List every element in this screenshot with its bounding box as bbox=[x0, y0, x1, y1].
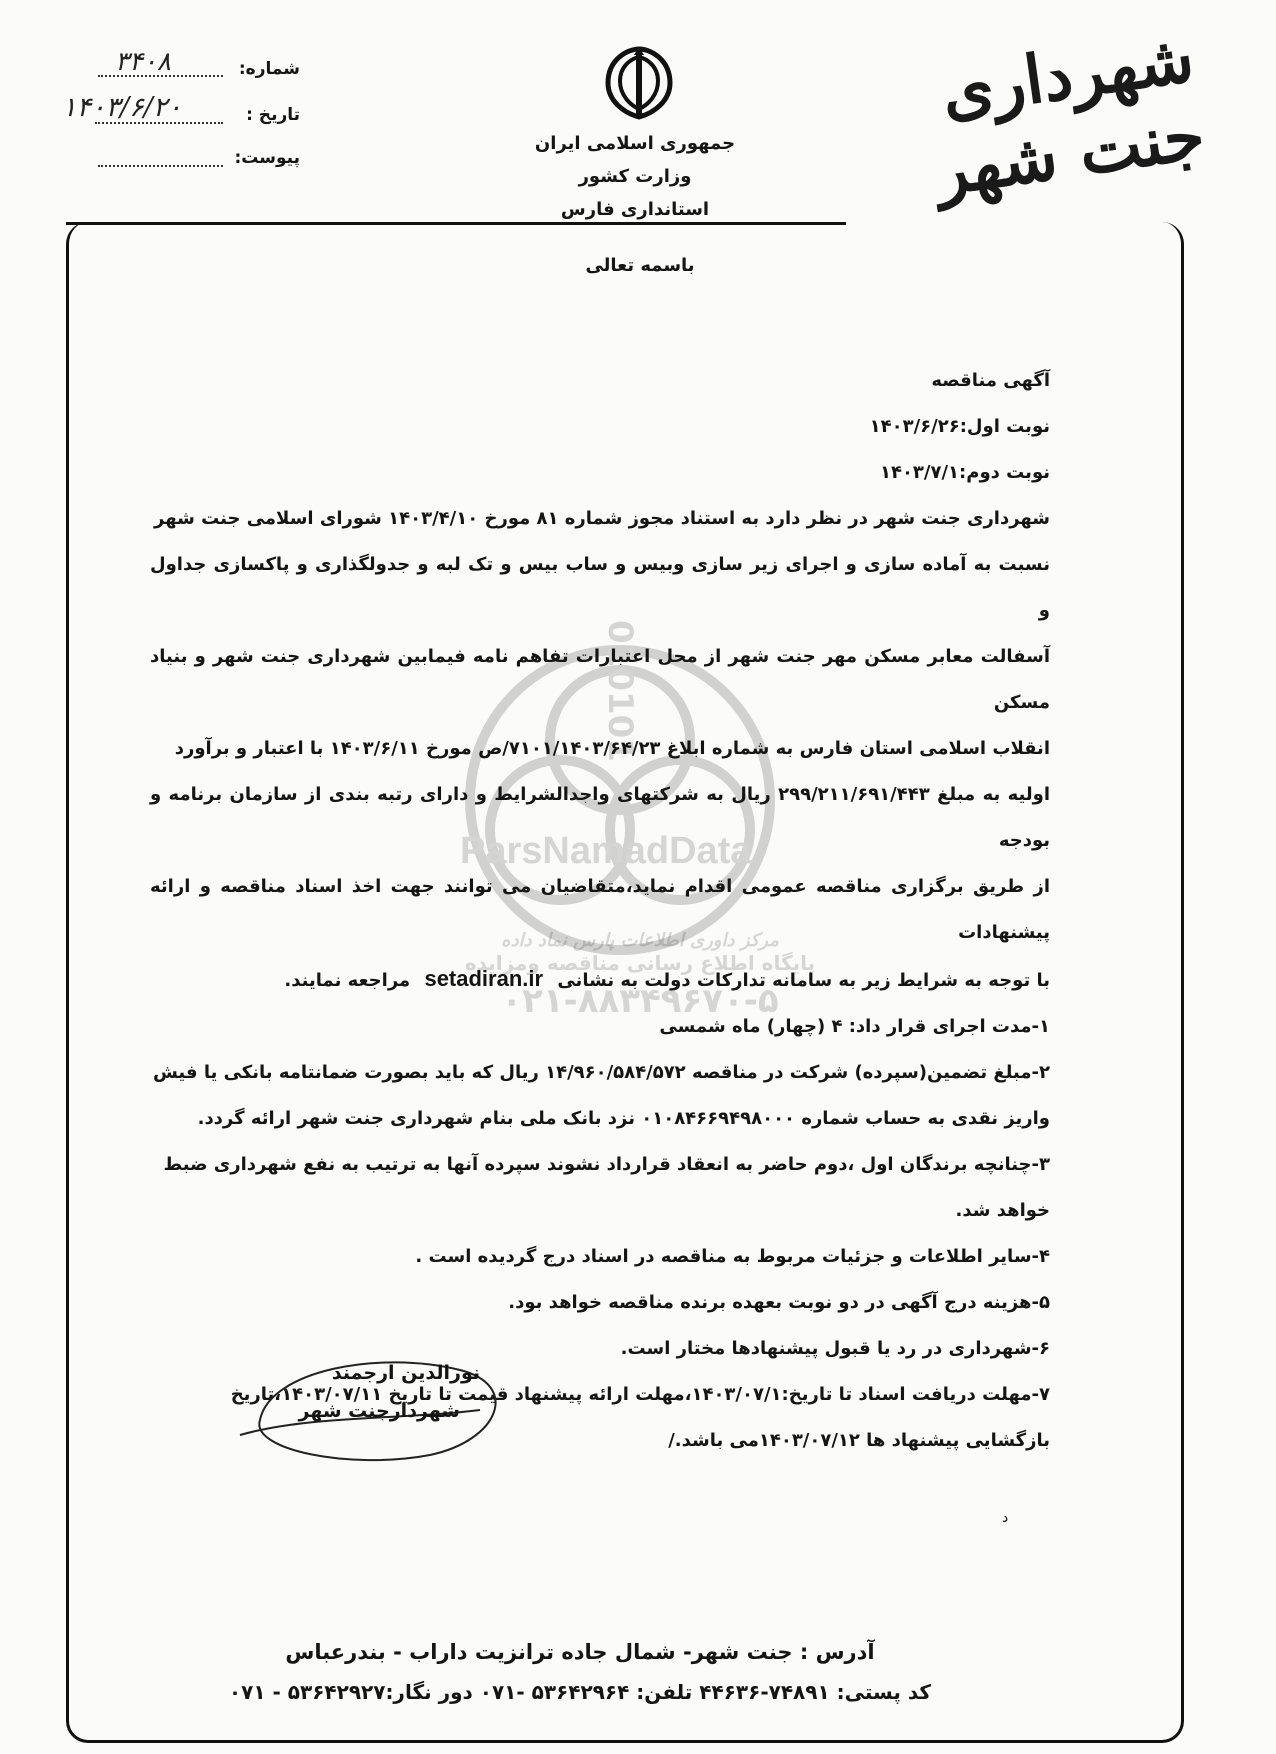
watermark-brand: ParsNamadData bbox=[460, 830, 752, 872]
watermark-phone: ۰۲۱-۸۸۳۴۹۶۷۰-۵ bbox=[501, 981, 779, 1021]
para-line-1: شهرداری جنت شهر در نظر دارد به استناد مجوز شماره ۸۱ مورخ ۱۴۰۳/۴/۱۰ شورای اسلامی جنت شهر bbox=[154, 508, 1050, 529]
frame-top-rule bbox=[66, 222, 846, 225]
item-5: ۵-هزینه درج آگهی در دو نوبت بعهده برنده مناقصه خواهد بود. bbox=[508, 1292, 1050, 1313]
signature-block bbox=[230, 1350, 520, 1470]
para-line-3: آسفالت معابر مسکن مهر جنت شهر از محل اعتبارات تفاهم نامه فیمابین شهرداری جنت شهر و بنیاد مسکن bbox=[150, 646, 1050, 713]
watermark-lines bbox=[440, 930, 840, 1021]
signer-title: شهردارجنت شهر bbox=[298, 1400, 460, 1422]
municipality-logo-text: شهرداری جنت شهر bbox=[930, 18, 1210, 211]
ministry-header bbox=[505, 127, 765, 226]
header-fields bbox=[60, 47, 300, 185]
notice-body bbox=[150, 358, 1050, 1464]
item-1: ۱-مدت اجرای قرار داد: ۴ (چهار) ماه شمسی bbox=[659, 1016, 1050, 1037]
municipality-logo bbox=[880, 18, 1240, 240]
para-line-4: انقلاب اسلامی استان فارس به شماره ابلاغ ۷۱۰۱/۱۴۰۳/۶۴/۲۳/ص مورخ ۱۴۰۳/۶/۱۱ با اعتبار و برآورد bbox=[174, 738, 1050, 759]
para-line-2: نسبت به آماده سازی و اجرای زیر سازی وبیس و ساب بیس و تک لبه و جدولگذاری و پاکسازی جداول و bbox=[150, 554, 1050, 621]
watermark-digits: 010101 bbox=[600, 620, 640, 762]
date-label: تاریخ : bbox=[246, 105, 300, 125]
second-round: نوبت دوم:۱۴۰۳/۷/۱ bbox=[879, 462, 1050, 483]
item-3-line-2: خواهد شد. bbox=[955, 1200, 1050, 1221]
watermark-line-2: پایگاه اطلاع رسانی مناقصه ومزایده bbox=[464, 951, 816, 975]
number-value: ۳۴۰۸ bbox=[115, 47, 171, 77]
iran-emblem-icon bbox=[598, 45, 680, 121]
setadiran-link[interactable]: setadiran.ir bbox=[424, 966, 544, 991]
para-line-7-a: با توجه به شرایط زیر به سامانه تدارکات دولت به نشانی bbox=[557, 970, 1050, 991]
signer-name: نورالدین ارجمند bbox=[331, 1362, 480, 1384]
bismillah: باسمه تعالی bbox=[585, 255, 695, 276]
footer-contact: کد پستی: ۷۴۸۹۱-۴۴۶۳۶ تلفن: ۵۳۶۴۲۹۶۴ -۰۷۱ دور نگار:۵۳۶۴۲۹۲۷ - ۰۷۱ bbox=[228, 1680, 932, 1704]
item-4: ۴-سایر اطلاعات و جزئیات مربوط به مناقصه در اسناد درج گردیده است . bbox=[415, 1246, 1050, 1267]
date-value: ۱۴۰۳/۶/۲۰ bbox=[62, 92, 182, 123]
attachment-label: پیوست: bbox=[234, 148, 300, 168]
para-line-7-b: مراجعه نمایند. bbox=[284, 970, 411, 991]
notice-title: آگهی مناقصه bbox=[931, 370, 1050, 391]
emblem-line-2: وزارت کشور bbox=[578, 166, 692, 187]
emblem-line-1: جمهوری اسلامی ایران bbox=[534, 133, 736, 154]
item-2-line-2: واریز نقدی به حساب شماره ۰۱۰۸۴۶۶۹۴۹۸۰۰۰ نزد بانک ملی بنام شهرداری جنت شهر ارائه گردد. bbox=[197, 1108, 1050, 1129]
item-3-line-1: ۳-چنانچه برندگان اول ،دوم حاضر به انعقاد قرارداد نشوند سپرده آنها به ترتیب به نفع شهرداری ضبط bbox=[163, 1154, 1050, 1175]
item-7-line-2: بازگشایی پیشنهاد ها ۱۴۰۳/۰۷/۱۲می باشد./ bbox=[668, 1430, 1050, 1451]
footer-address: آدرس : جنت شهر- شمال جاده ترانزیت داراب - بندرعباس bbox=[285, 1640, 875, 1664]
para-line-6: از طریق برگزاری مناقصه عمومی اقدام نماید،متقاضیان می توانند جهت اخذ اسناد مناقصه و ارائه پیشنهادات bbox=[150, 876, 1050, 943]
attachment-line bbox=[98, 165, 223, 167]
number-label: شماره: bbox=[238, 59, 300, 79]
item-6: ۶-شهرداری در رد یا قبول پیشنهادها مختار است. bbox=[620, 1338, 1050, 1359]
emblem-line-3: استانداری فارس bbox=[560, 199, 710, 220]
para-line-5: اولیه به مبلغ ۲۹۹/۲۱۱/۶۹۱/۴۴۳ ریال به شرکتهای واجدالشرایط و دارای رتبه بندی از سازمان برنامه و بودجه bbox=[150, 784, 1050, 851]
watermark-line-1: مرکز داوری اطلاعات پارس نماد داده bbox=[501, 930, 779, 951]
margin-mark: د bbox=[1002, 1510, 1009, 1526]
item-7-line-1: ۷-مهلت دریافت اسناد تا تاریخ:۱۴۰۳/۰۷/۱،مهلت ارائه پیشنهاد قیمت تا تاریخ ۱۴۰۳/۰۷/۱۱،تاریخ bbox=[230, 1384, 1050, 1405]
first-round: نوبت اول:۱۴۰۳/۶/۲۶ bbox=[869, 416, 1050, 437]
item-2-line-1: ۲-مبلغ تضمین(سپرده) شرکت در مناقصه ۱۴/۹۶۰/۵۸۴/۵۷۲ ریال که باید بصورت ضمانتامه بانکی یا فیش bbox=[152, 1062, 1050, 1083]
